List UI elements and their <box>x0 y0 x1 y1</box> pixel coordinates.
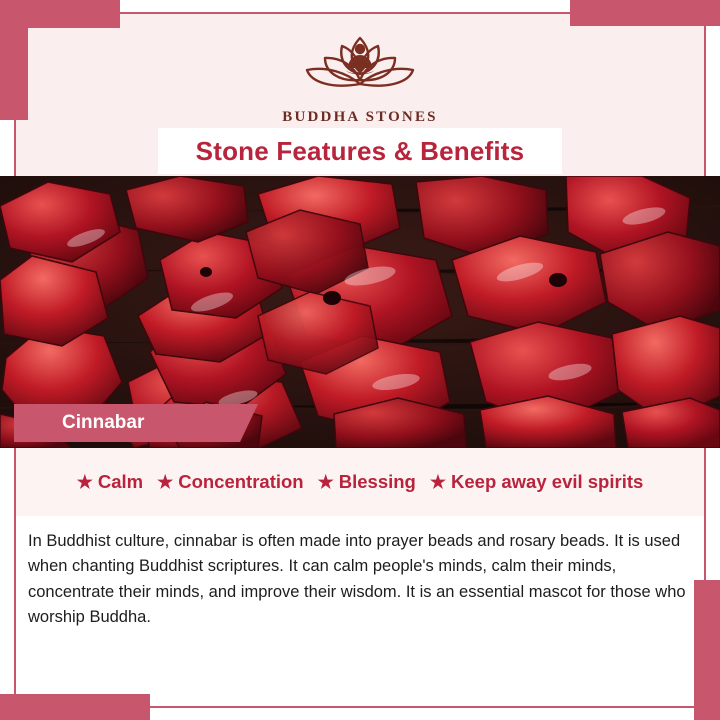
star-icon: ★ <box>317 472 334 492</box>
benefit-item <box>430 471 643 493</box>
benefit-label: Keep away evil spirits <box>451 471 644 492</box>
corner-accent-left <box>0 0 28 120</box>
stone-name-label <box>14 404 240 442</box>
benefits-list <box>77 471 644 493</box>
product-description: In Buddhist culture, cinnabar is often made into prayer beads and rosary beads. It is used when chanting Buddhist scriptures. It can calm people's minds, calm their minds, concentrate their minds, and improve their wisdom. It is an essential mascot for those who worship Buddha. <box>28 531 686 627</box>
star-icon: ★ <box>76 472 93 492</box>
corner-accent-top-right <box>570 0 720 26</box>
star-icon: ★ <box>429 472 446 492</box>
benefit-label: Concentration <box>178 471 304 492</box>
title-banner <box>158 128 562 174</box>
page-title: Stone Features & Benefits <box>195 135 525 166</box>
benefit-item <box>157 471 304 493</box>
corner-accent-bottom-right <box>694 580 720 720</box>
benefit-label: Calm <box>97 471 144 492</box>
benefit-item <box>318 471 416 493</box>
stone-name: Cinnabar <box>62 412 145 433</box>
benefit-label: Blessing <box>338 471 416 492</box>
lotus-buddha-icon <box>16 32 704 107</box>
benefits-band <box>16 448 704 516</box>
star-icon: ★ <box>157 472 174 492</box>
brand-name: BUDDHA STONES <box>282 109 438 125</box>
brand-logo <box>16 32 704 126</box>
benefit-item <box>77 471 143 493</box>
corner-accent-bottom-left <box>0 694 150 720</box>
